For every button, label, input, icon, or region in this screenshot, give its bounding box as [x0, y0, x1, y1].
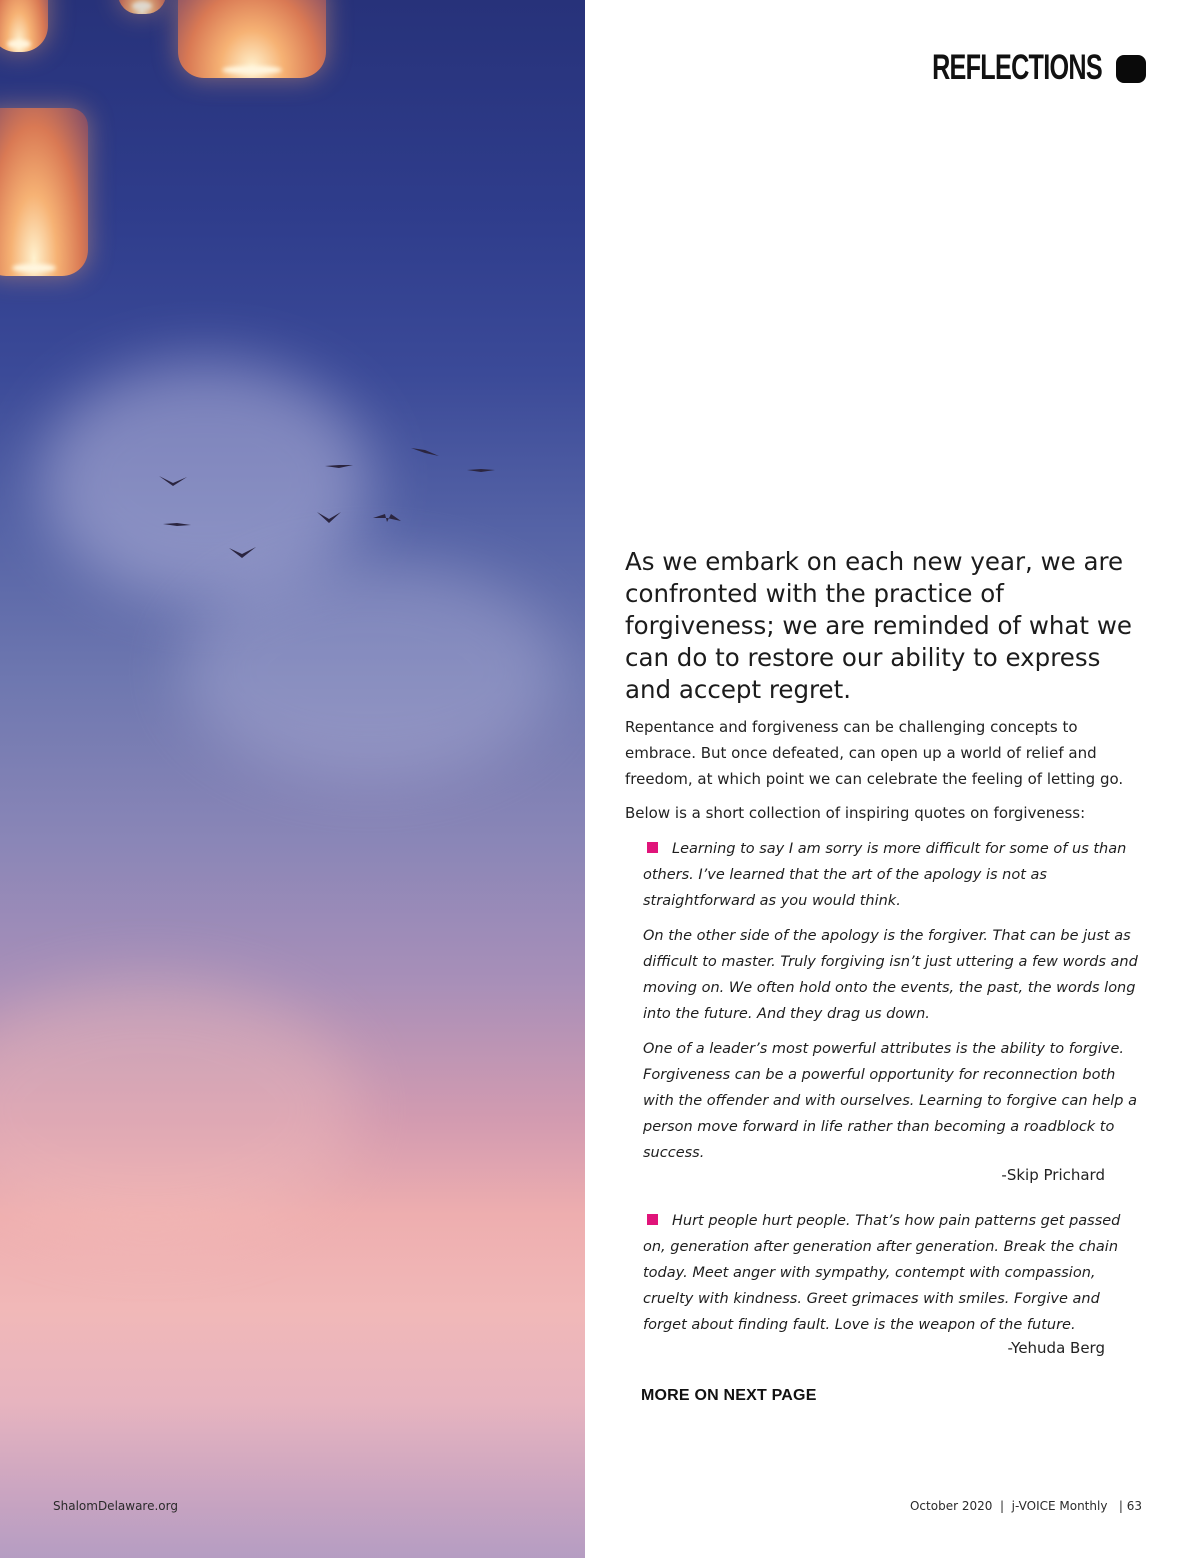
quote-block — [643, 836, 1141, 1166]
lead-paragraph: As we embark on each new year, we are confronted with the practice of forgiveness; we are reminded of what we can do to restore our ability to express and accept regret. — [625, 547, 1132, 704]
quote-text: Learning to say I am sorry is more difficult for some of us than others. I’ve learned that the art of the apology is not as straightforward as you would think. — [643, 841, 1127, 909]
bullet-square-icon — [647, 842, 658, 853]
bird-icon — [466, 464, 496, 478]
quote-text: Hurt people hurt people. That’s how pain patterns get passed on, generation after generation after generation. Break the chain today. Meet anger with sympathy, contempt with compassion, cruelty with kindness. Greet grimaces with smiles. Forgive and forget about finding fault. Love is the weapon of the future. — [643, 1213, 1121, 1333]
bullet-square-icon — [647, 1214, 658, 1225]
bird-icon — [162, 518, 192, 532]
quotes-intro: Below is a short collection of inspiring quotes on forgiveness: — [625, 804, 1086, 822]
lantern-image — [0, 108, 88, 276]
intro-paragraph: Repentance and forgiveness can be challenging concepts to embrace. But once defeated, can open up a world of relief and freedom, at which point we can celebrate the feeling of letting go. — [625, 718, 1124, 788]
footer-website[interactable]: ShalomDelaware.org — [53, 1499, 178, 1513]
quote-author: -Skip Prichard — [1001, 1166, 1105, 1184]
hero-photo — [0, 0, 585, 1558]
bird-icon — [316, 510, 346, 524]
quote-paragraph — [643, 1208, 1141, 1338]
footer-issue-info: October 2020 | j-VOICE Monthly | 63 — [909, 1499, 1142, 1513]
bird-icon — [158, 474, 188, 488]
quote-paragraph: One of a leader’s most powerful attributes is the ability to forgive. Forgiveness can be a powerful opportunity for reconnection both with the offender and with ourselves. Learning to forgive can help a person move forward in life rather than becoming a roadblock to success. — [643, 1041, 1137, 1161]
cloud-haze — [180, 560, 560, 780]
lantern-image — [0, 0, 48, 52]
quote-paragraph — [643, 836, 1141, 914]
quote-author: -Yehuda Berg — [1007, 1339, 1105, 1357]
bird-icon — [372, 512, 402, 526]
section-marker-icon — [1116, 55, 1146, 83]
lantern-image — [178, 0, 326, 78]
lantern-image — [118, 0, 166, 14]
bird-icon — [228, 546, 258, 560]
section-title: REFLECTIONS — [932, 48, 1102, 87]
more-on-next-page-link[interactable]: MORE ON NEXT PAGE — [641, 1387, 817, 1404]
bird-icon — [410, 444, 440, 458]
quote-block — [643, 1208, 1141, 1338]
cloud-haze — [0, 980, 360, 1240]
bird-icon — [324, 460, 354, 474]
quote-paragraph: On the other side of the apology is the forgiver. That can be just as difficult to master. Truly forgiving isn’t just uttering a few words and moving on. We often hold onto the events, the past, the words long into the future. And they drag us down. — [643, 928, 1138, 1022]
